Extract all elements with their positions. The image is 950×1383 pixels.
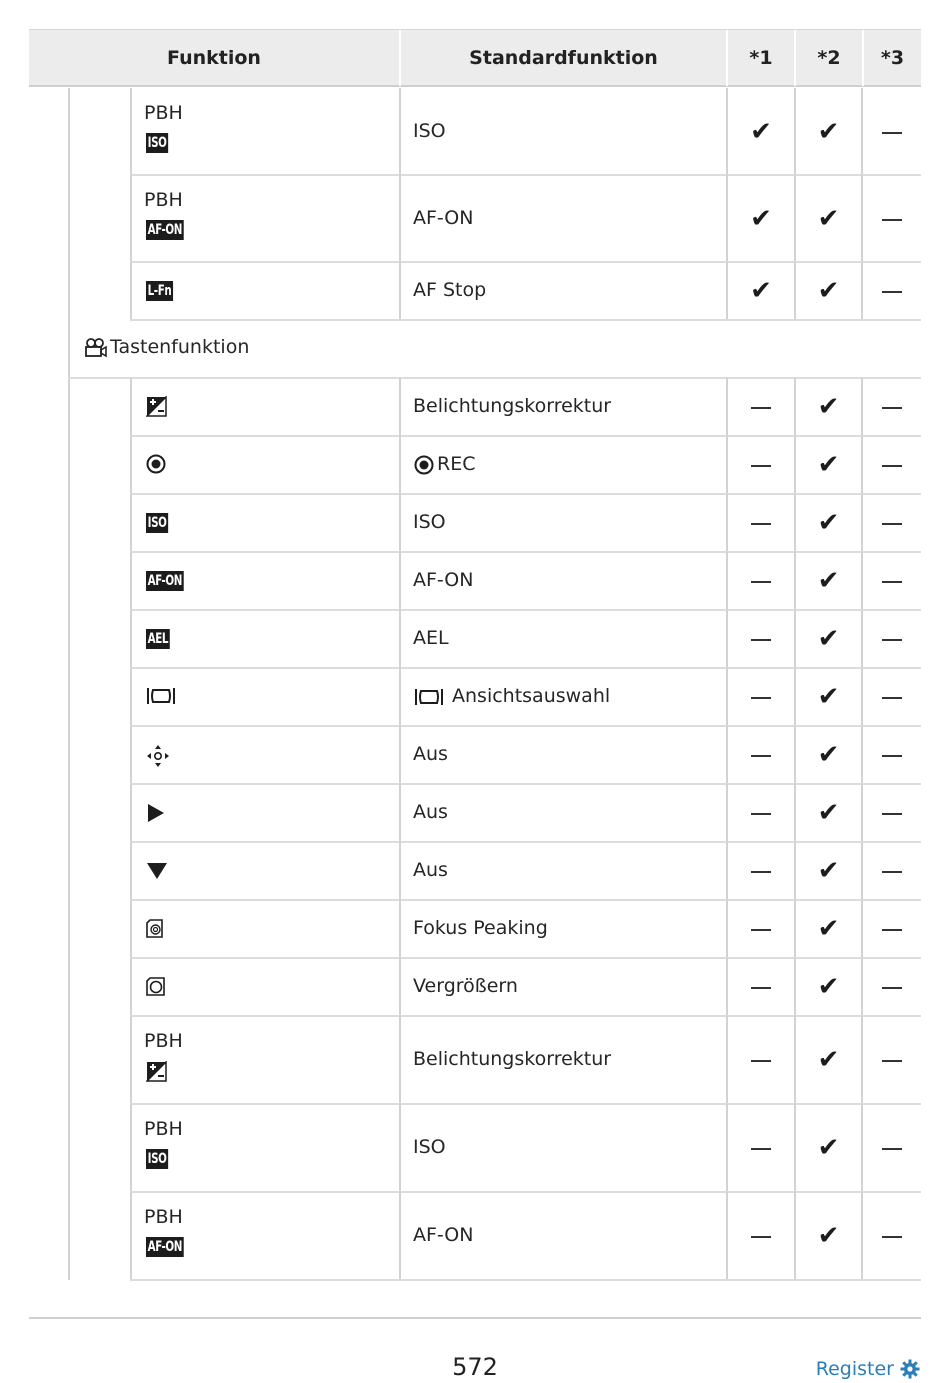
iso-badge: ISO xyxy=(147,515,167,531)
grid-vline xyxy=(130,668,132,726)
col2-mark: ✔ xyxy=(817,1221,840,1251)
grid-vline xyxy=(399,1192,401,1280)
col2-mark: ✔ xyxy=(817,1133,840,1163)
grid-vline xyxy=(861,552,863,610)
row-divider xyxy=(130,667,921,669)
gear-icon[interactable] xyxy=(900,1359,920,1379)
af-on-badge: AF-ON xyxy=(147,222,183,238)
row-divider xyxy=(130,435,921,437)
grid-vline xyxy=(130,552,132,610)
grid-vline xyxy=(399,436,401,494)
standard-function: Vergrößern xyxy=(413,975,518,997)
page-number: 572 xyxy=(452,1353,498,1381)
grid-vline xyxy=(399,668,401,726)
af-on-badge: AF-ON xyxy=(147,1239,183,1255)
grid-vline xyxy=(399,610,401,668)
col3-mark xyxy=(882,465,902,467)
grid-vline xyxy=(861,726,863,784)
col3-mark xyxy=(882,1148,902,1150)
standard-function: ISO xyxy=(413,119,446,142)
row-divider xyxy=(130,493,921,495)
grid-vline xyxy=(399,175,401,262)
grid-vline xyxy=(726,436,728,494)
standard-function: AF-ON xyxy=(413,569,474,591)
grid-vline xyxy=(130,1104,132,1192)
standard-function: AF Stop xyxy=(413,279,487,301)
row-divider xyxy=(130,1279,921,1281)
col3-mark xyxy=(882,1060,902,1062)
col2-mark: ✔ xyxy=(817,682,840,712)
grid-vline xyxy=(399,552,401,610)
col2-mark: ✔ xyxy=(817,972,840,1002)
grid-vline xyxy=(130,494,132,552)
header-funktion: Funktion xyxy=(167,47,261,69)
col1-mark xyxy=(751,523,771,525)
col1-mark xyxy=(751,929,771,931)
grid-vline xyxy=(130,1192,132,1280)
grid-vline xyxy=(399,726,401,784)
grid-vline xyxy=(399,1016,401,1104)
grid-vline xyxy=(726,494,728,552)
grid-vline xyxy=(861,88,863,175)
grid-vline xyxy=(861,1192,863,1280)
col1-mark: ✔ xyxy=(750,276,772,306)
standard-function: Aus xyxy=(413,743,448,765)
iso-badge: ISO xyxy=(147,135,167,151)
col1-mark xyxy=(751,755,771,757)
row-divider xyxy=(130,1103,921,1105)
grid-vline xyxy=(130,175,132,262)
table-header xyxy=(29,29,921,87)
row-divider xyxy=(130,1015,921,1017)
row-divider xyxy=(130,551,921,553)
col1-mark: ✔ xyxy=(750,203,772,234)
magnify-icon xyxy=(146,976,166,997)
grid-vline xyxy=(130,726,132,784)
row-divider xyxy=(130,783,921,785)
grid-vline xyxy=(726,1104,728,1192)
right-triangle-icon xyxy=(146,802,166,824)
row-divider xyxy=(130,725,921,727)
grid-vline xyxy=(726,900,728,958)
col3-mark xyxy=(882,929,902,931)
grid-vline xyxy=(861,842,863,900)
col1-mark xyxy=(751,1060,771,1062)
grid-vline xyxy=(399,784,401,842)
col3-mark xyxy=(882,581,902,583)
grid-vline xyxy=(399,1104,401,1192)
row-divider xyxy=(130,609,921,611)
col2-mark: ✔ xyxy=(817,1045,840,1075)
pbh-label: PBH xyxy=(144,1118,183,1140)
grid-vline xyxy=(861,436,863,494)
grid-vline xyxy=(130,262,132,320)
col1-mark xyxy=(751,1236,771,1238)
grid-vline xyxy=(399,262,401,320)
standard-function: Belichtungskorrektur xyxy=(413,395,612,417)
grid-vline xyxy=(130,378,132,436)
grid-vline xyxy=(861,610,863,668)
grid-vline xyxy=(861,900,863,958)
row-divider xyxy=(130,261,921,263)
standard-function: ISO xyxy=(413,1136,446,1158)
col1-mark xyxy=(751,871,771,873)
exposure-comp-icon xyxy=(146,1061,168,1083)
header-col2: *2 xyxy=(817,47,841,69)
rec-icon xyxy=(146,454,166,474)
row-divider xyxy=(130,841,921,843)
col3-mark xyxy=(882,697,902,699)
col3-mark xyxy=(882,407,902,409)
view-selector-icon xyxy=(414,687,444,707)
grid-vline xyxy=(861,784,863,842)
row-divider xyxy=(130,319,921,321)
col1-mark xyxy=(751,697,771,699)
row-divider xyxy=(130,899,921,901)
iso-badge: ISO xyxy=(147,1151,167,1167)
grid-vline xyxy=(399,378,401,436)
grid-vline xyxy=(130,610,132,668)
standard-function: Aus xyxy=(413,801,448,823)
standard-function: Belichtungskorrektur xyxy=(413,1048,612,1070)
col3-mark xyxy=(882,132,902,134)
grid-vline xyxy=(726,842,728,900)
cross-pad-icon xyxy=(146,744,170,768)
grid-vline xyxy=(399,494,401,552)
pbh-label: PBH xyxy=(144,102,183,124)
grid-vline xyxy=(130,842,132,900)
col1-mark xyxy=(751,1148,771,1150)
grid-vline xyxy=(861,262,863,320)
grid-vline xyxy=(130,88,132,175)
standard-function: AF-ON xyxy=(413,1224,474,1246)
col2-mark: ✔ xyxy=(817,276,840,306)
grid-vline xyxy=(861,1016,863,1104)
grid-vline xyxy=(130,436,132,494)
col2-mark: ✔ xyxy=(817,914,840,944)
grid-vline xyxy=(399,88,401,175)
grid-vline xyxy=(861,1104,863,1192)
col2-mark: ✔ xyxy=(817,392,840,422)
col1-mark xyxy=(751,639,771,641)
grid-vline xyxy=(130,784,132,842)
grid-vline xyxy=(861,668,863,726)
pbh-label: PBH xyxy=(144,1030,183,1052)
row-divider xyxy=(130,174,921,176)
grid-vline xyxy=(726,784,728,842)
header-standardfunktion: Standardfunktion xyxy=(469,47,658,69)
col2-mark: ✔ xyxy=(817,856,840,886)
pbh-label: PBH xyxy=(144,1206,183,1228)
focus-peaking-icon xyxy=(146,918,164,939)
standard-function: Ansichtsauswahl xyxy=(452,685,611,707)
grid-vline xyxy=(399,842,401,900)
standard-function: Aus xyxy=(413,859,448,881)
standard-function: REC xyxy=(437,453,476,475)
ael-badge: AEL xyxy=(147,631,169,647)
grid-vline xyxy=(726,668,728,726)
standard-function: AF-ON xyxy=(413,206,474,229)
grid-vline xyxy=(130,900,132,958)
standard-function: AEL xyxy=(413,627,449,649)
grid-vline xyxy=(726,610,728,668)
grid-vline xyxy=(861,378,863,436)
grid-vline xyxy=(130,1016,132,1104)
header-col1: *1 xyxy=(749,47,773,69)
standard-function: Fokus Peaking xyxy=(413,917,548,939)
grid-vline xyxy=(726,1016,728,1104)
col1-mark xyxy=(751,465,771,467)
header-col3: *3 xyxy=(880,47,905,69)
col2-mark: ✔ xyxy=(817,450,840,480)
col3-mark xyxy=(882,291,902,293)
pbh-label: PBH xyxy=(144,189,183,211)
row-divider xyxy=(130,1191,921,1193)
row-divider xyxy=(130,957,921,959)
col3-mark xyxy=(882,1236,902,1238)
grid-vline xyxy=(726,552,728,610)
grid-vline xyxy=(861,494,863,552)
col3-mark xyxy=(882,219,902,221)
movie-camera-icon xyxy=(84,337,108,359)
col2-mark: ✔ xyxy=(817,508,840,538)
col3-mark xyxy=(882,755,902,757)
grid-vline xyxy=(399,958,401,1016)
register-label[interactable]: Register xyxy=(815,1358,894,1380)
col1-mark: ✔ xyxy=(750,116,772,147)
rec-icon xyxy=(414,455,434,475)
col2-mark: ✔ xyxy=(817,203,840,234)
col1-mark xyxy=(751,581,771,583)
col3-mark xyxy=(882,871,902,873)
col2-mark: ✔ xyxy=(817,798,840,828)
col3-mark xyxy=(882,813,902,815)
grid-vline xyxy=(726,378,728,436)
grid-vline xyxy=(726,726,728,784)
col2-mark: ✔ xyxy=(817,566,840,596)
grid-vline xyxy=(726,1192,728,1280)
grid-vline xyxy=(861,958,863,1016)
col2-mark: ✔ xyxy=(817,740,840,770)
col2-mark: ✔ xyxy=(817,116,840,147)
col3-mark xyxy=(882,523,902,525)
col3-mark xyxy=(882,987,902,989)
grid-vline xyxy=(399,900,401,958)
grid-vline xyxy=(130,958,132,1016)
register-link[interactable] xyxy=(816,1358,920,1380)
af-on-badge: AF-ON xyxy=(147,573,183,589)
col3-mark xyxy=(882,639,902,641)
col1-mark xyxy=(751,813,771,815)
col2-mark: ✔ xyxy=(817,624,840,654)
indent-line xyxy=(68,88,70,1280)
down-triangle-icon xyxy=(146,860,168,880)
col1-mark xyxy=(751,407,771,409)
exposure-comp-icon xyxy=(146,396,168,418)
section-label: Tastenfunktion xyxy=(110,336,250,358)
footer-divider xyxy=(29,1317,921,1319)
l-fn-badge: L-Fn xyxy=(147,283,172,299)
standard-function: ISO xyxy=(413,511,446,533)
col1-mark xyxy=(751,987,771,989)
view-selector-icon xyxy=(146,686,176,706)
grid-vline xyxy=(861,175,863,262)
grid-vline xyxy=(726,958,728,1016)
